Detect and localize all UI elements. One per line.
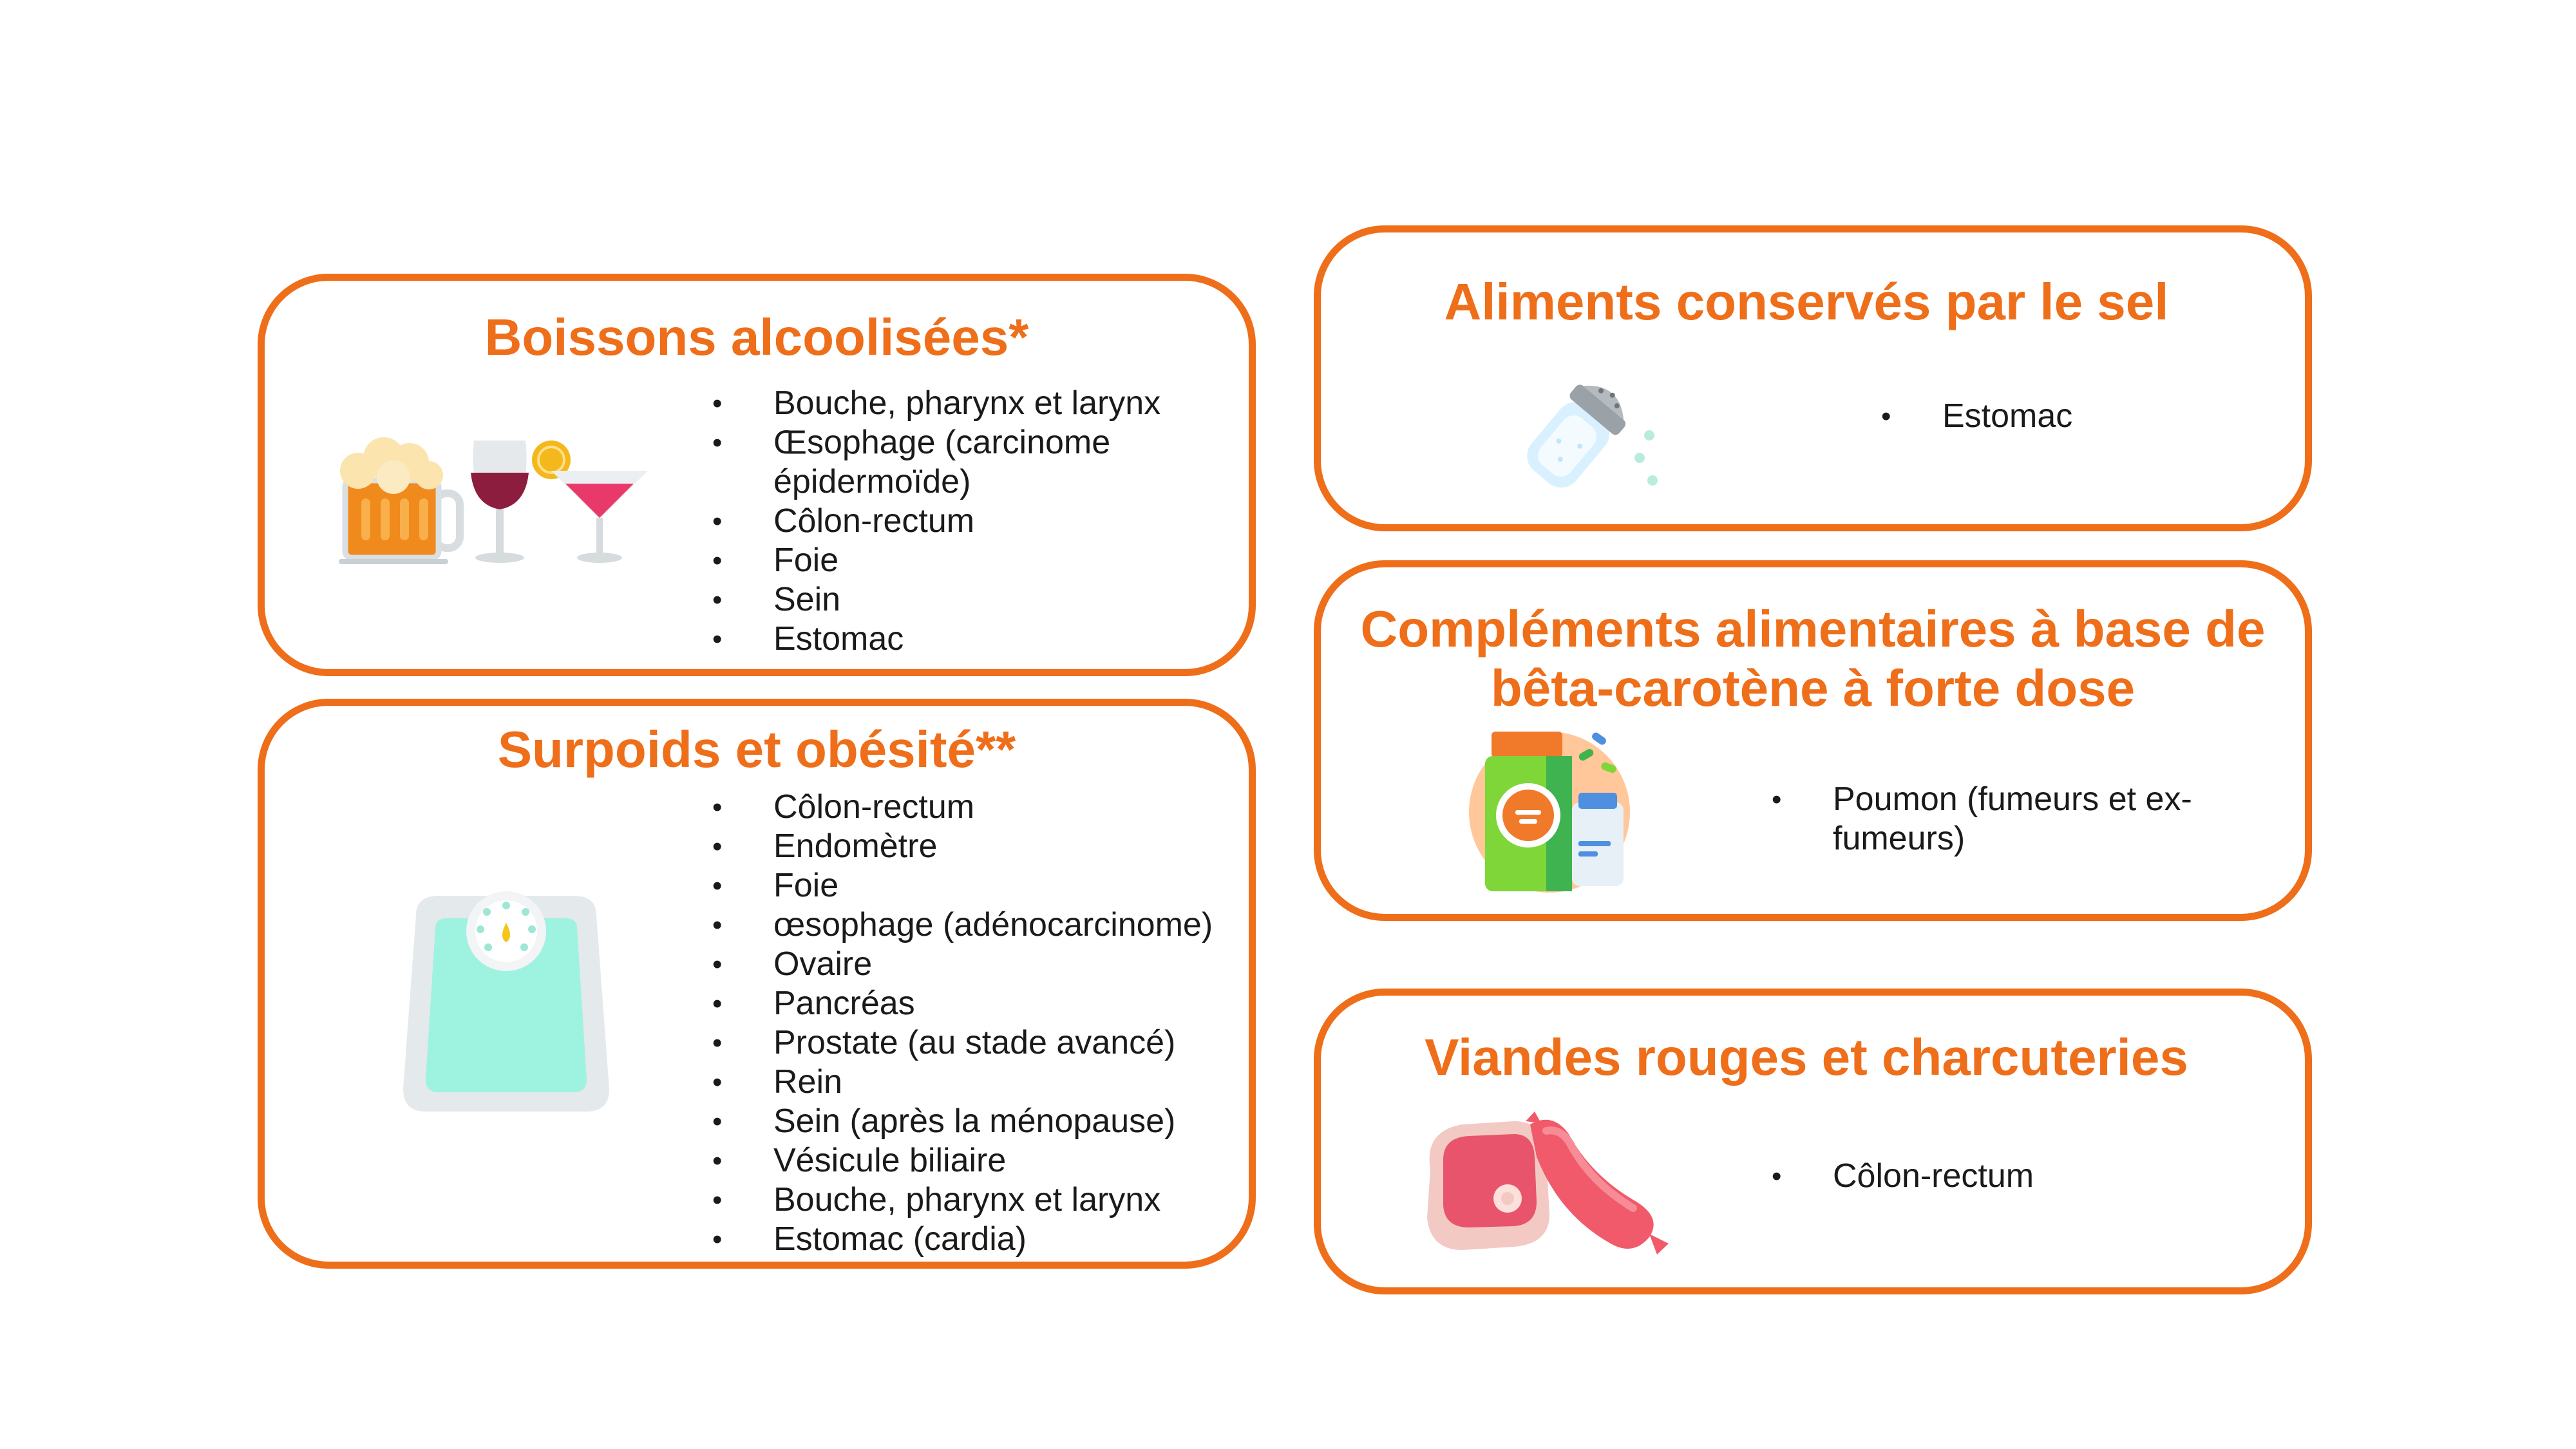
list-item: • Foie	[712, 541, 1240, 580]
card-obesity-list	[712, 788, 1240, 1259]
card-betacarotene	[1314, 560, 2312, 921]
list-item: • Pancréas	[712, 984, 1240, 1023]
card-salt	[1314, 225, 2312, 531]
list-item: • Côlon-rectum	[712, 502, 1240, 541]
list-item: • Rein	[712, 1063, 1240, 1102]
salt-shaker-icon	[1501, 365, 1669, 500]
list-item: • Sein (après la ménopause)	[712, 1102, 1240, 1141]
list-item: • Vésicule biliaire	[712, 1141, 1240, 1180]
list-item: • Estomac (cardia)	[712, 1220, 1240, 1259]
card-alcohol-list	[712, 384, 1240, 659]
list-item: • Prostate (au stade avancé)	[712, 1023, 1240, 1063]
supplements-icon	[1469, 725, 1643, 899]
card-salt-list	[1881, 397, 2280, 436]
list-item: • Côlon-rectum	[1772, 1157, 2222, 1196]
card-alcohol-title: Boissons alcoolisées*	[484, 308, 1029, 366]
card-meat	[1314, 989, 2312, 1294]
card-salt-title: Aliments conservés par le sel	[1444, 273, 2169, 330]
list-item: • Bouche, pharynx et larynx	[712, 384, 1240, 423]
list-item: • Ovaire	[712, 945, 1240, 984]
card-betacarotene-title-line2: bêta-carotène à forte dose	[1490, 659, 2136, 717]
card-meat-list	[1772, 1157, 2222, 1196]
card-betacarotene-list	[1772, 780, 2222, 858]
card-betacarotene-title	[1321, 600, 2305, 718]
list-item: • Estomac	[1881, 397, 2280, 436]
list-item: • Œsophage (carcinome épidermoïde)	[712, 423, 1240, 502]
card-meat-title: Viandes rouges et charcuteries	[1425, 1028, 2188, 1086]
list-item: • Poumon (fumeurs et ex-fumeurs)	[1772, 780, 2222, 858]
list-item: • Endomètre	[712, 827, 1240, 866]
card-obesity-title: Surpoids et obésité**	[497, 721, 1016, 778]
alcoholic-drinks-icon	[332, 422, 654, 577]
list-item: • Côlon-rectum	[712, 788, 1240, 827]
list-item: • Sein	[712, 580, 1240, 620]
bathroom-scale-icon	[390, 883, 622, 1121]
meat-sausage-icon	[1417, 1112, 1675, 1269]
list-item: • œsophage (adénocarcinome)	[712, 905, 1240, 945]
card-obesity	[258, 699, 1256, 1269]
list-item: • Bouche, pharynx et larynx	[712, 1180, 1240, 1220]
list-item: • Estomac	[712, 620, 1240, 659]
list-item: • Foie	[712, 866, 1240, 905]
card-betacarotene-title-line1: Compléments alimentaires à base de	[1360, 600, 2266, 658]
card-alcohol	[258, 274, 1256, 676]
